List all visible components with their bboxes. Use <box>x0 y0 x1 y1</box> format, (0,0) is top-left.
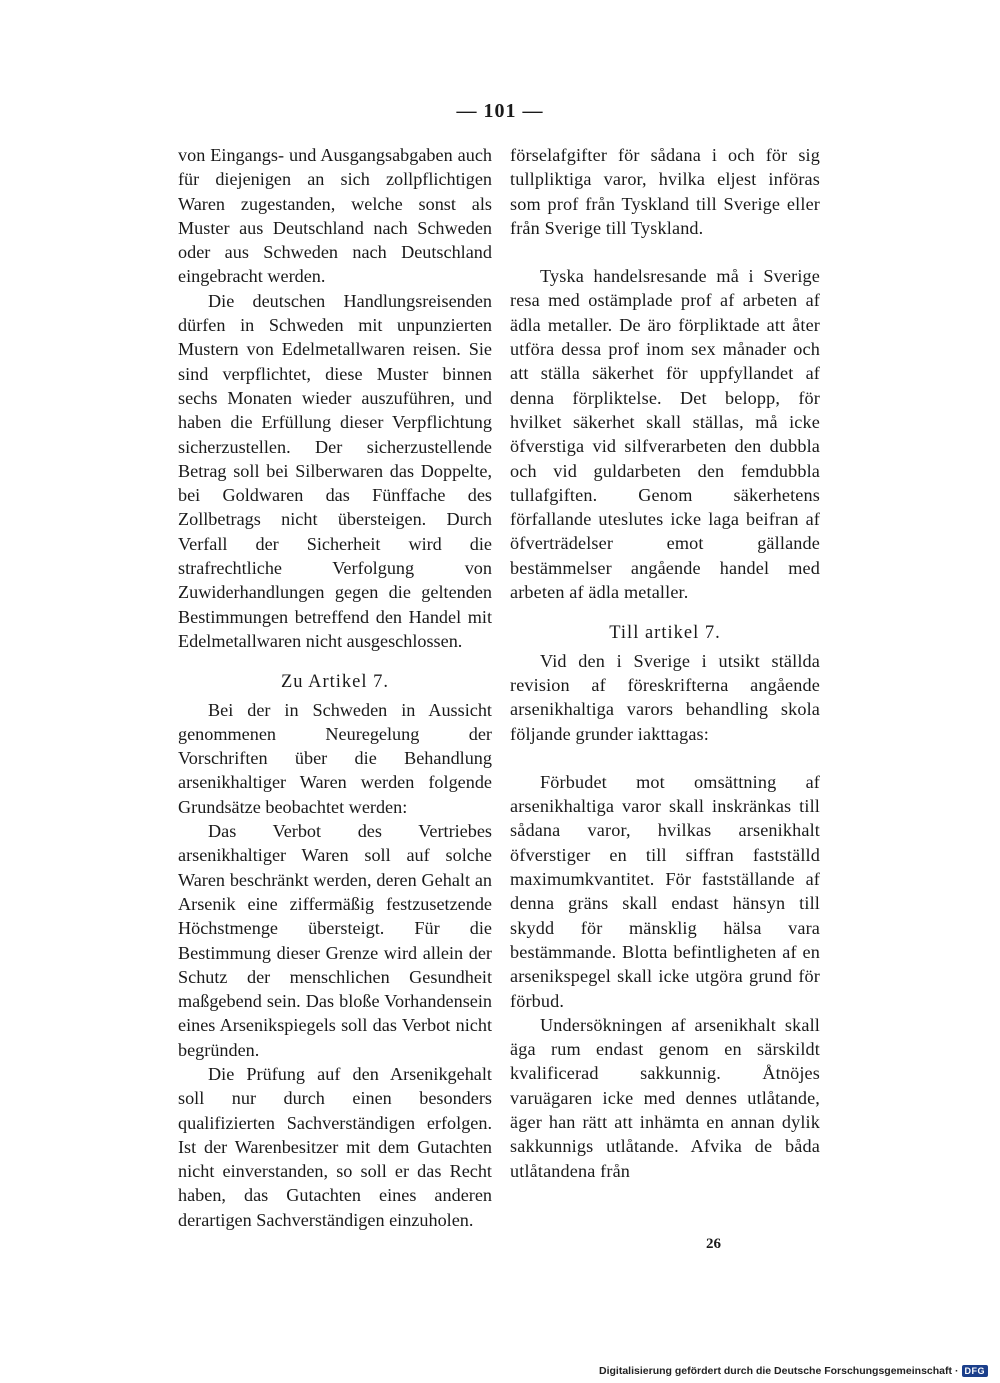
swedish-paragraph-3: Vid den i Sverige i utsikt ställda revision af föreskrifterna angående arsenikhaltiga varors behandling skola följande grunder iakttagas: <box>510 650 820 744</box>
swedish-paragraph-4: Förbudet mot omsättning af arsenikhaltiga varor skall inskränkas till sådana varor, hvilkas arsenikhalt öfverstiger en till siffran fastställd maximumkvantitet. För fastställande af denna gräns skall endast hänsyn till skydd för mänsklig hälsa vara bestämmande. Blotta befintligheten af en arsenikspegel skall icke utgöra grund för förbud. <box>510 771 820 1011</box>
german-heading-article-7: Zu Artikel 7. <box>280 672 390 693</box>
swedish-paragraph-1: förselafgifter för sådana i och för sig tullpliktiga varor, hvilka eljest införas som prof från Tyskland till Sverige eller från Sverige till Tyskland. <box>510 145 820 238</box>
swedish-column <box>510 143 820 1183</box>
footer-text: Digitalisierung gefördert durch die Deutsche Forschungsgemeinschaft <box>599 1365 952 1377</box>
german-paragraph-5: Die Prüfung auf den Arsenikgehalt soll nur durch einen besonders qualifizierten Sachverständigen erfolgen. Ist der Warenbesitzer mit dem Gutachten nicht einverstanden, so soll er das Recht haben, das Gutachten eines anderen derartigen Sachverständigen einzuholen. <box>178 1063 492 1230</box>
footer-credit: Digitalisierung gefördert durch die Deutsche Forschungsgemeinschaft · DFG <box>599 1365 988 1377</box>
swedish-paragraph-2: Tyska handelsresande må i Sverige resa med ostämplade prof af arbeten af ädla metaller. De äro förpliktade att åter utföra dessa prof inom sex månader och att ställa säkerhet för uppfyllandet af denna förpliktelse. Det belopp, för hvilket säkerhet skall ställas, må icke öfverstiga vid silfverarbeten den dubbla och vid guldarbeten den femdubbla tullafgiften. Genom säkerhetens förfallande uteslutes icke laga beifran af öfverträdelser emot gällande bestämmelser angående handel med arbeten af ädla metaller. <box>510 266 820 603</box>
german-paragraph-2: Die deutschen Handlungsreisenden dürfen in Schweden mit unpunzierten Mustern von Edelmetallwaren reisen. Sie sind verpflichtet, diese Muster binnen sechs Monaten wieder auszuführen, und haben die Erfüllung dieser Verpflichtung sicherzustellen. Der sicherzustellende Betrag soll bei Silberwaren das Doppelte, bei Goldwaren das Fünffache des Zollbetrags nicht übersteigen. Durch Verfall der Sicherheit wird die strafrechtliche Verfolgung von Zuwiderhandlungen gegen die geltenden Bestimmungen betreffend den Handel mit Edelmetallwaren nicht ausgeschlossen. <box>178 290 492 651</box>
swedish-heading-article-7: Till artikel 7. <box>609 623 721 644</box>
page-number: — 101 — <box>456 100 544 122</box>
signature-mark: 26 <box>706 1236 721 1252</box>
swedish-paragraph-5: Undersökningen af arsenikhalt skall äga rum endast genom en särskildt kvalificerad sakkunnig. Åtnöjes varuägaren icke med dennes utlåtande, äger han rätt att inhämta en annan dylik sakkunnigs utlåtande. Afvika de båda utlåtandena från <box>510 1014 820 1181</box>
german-paragraph-4: Das Verbot des Vertriebes arsenikhaltiger Waren soll auf solche Waren beschränkt werden, deren Gehalt an Arsenik eine ziffermäßig festzusetzende Höchstmenge übersteigt. Für die Bestimmung dieser Grenze wird allein der Schutz der menschlichen Gesundheit maßgebend sein. Das bloße Vorhandensein eines Arsenikspiegels soll das Verbot nicht begründen. <box>178 821 492 1060</box>
german-paragraph-3: Bei der in Schweden in Aussicht genommenen Neuregelung der Vorschriften über die Behandlung arsenikhaltiger Waren werden folgende Grundsätze beobachtet werden: <box>178 699 492 817</box>
german-column <box>178 143 492 1232</box>
german-paragraph-1: von Eingangs- und Ausgangsabgaben auch für diejenigen an sich zollpflichtigen Waren zugestanden, welche sonst als Muster aus Deutschland nach Schweden oder aus Schweden nach Deutschland eingebracht werden. <box>178 145 492 287</box>
dfg-logo: DFG <box>962 1365 989 1377</box>
